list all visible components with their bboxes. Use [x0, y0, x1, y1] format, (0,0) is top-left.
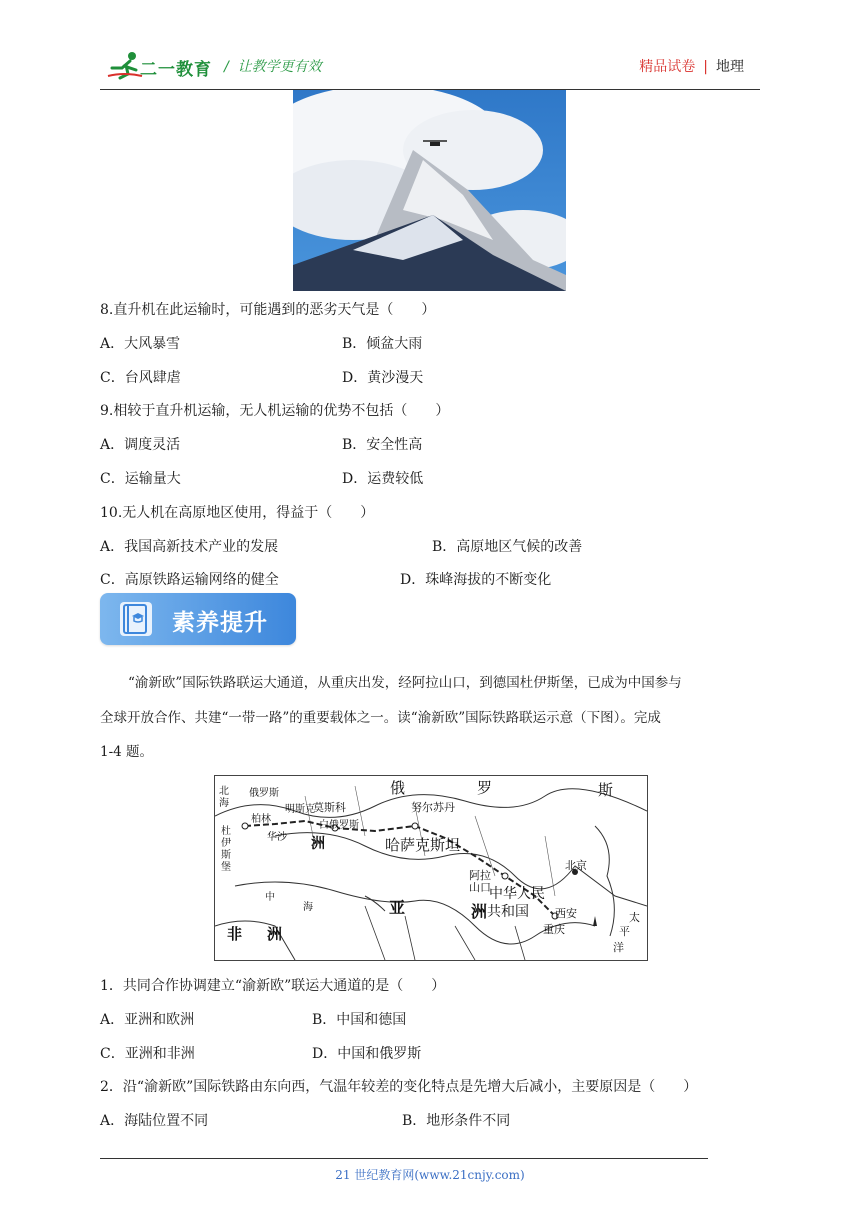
question-1-option-b: B．中国和德国 [312, 1012, 407, 1028]
section-badge [100, 593, 296, 645]
map-label-warsaw: 华沙 [267, 832, 287, 843]
question-9-stem: 9.相较于直升机运输，无人机运输的优势不包括（ ） [100, 403, 450, 419]
question-1-stem: 1．共同合作协调建立“渝新欧”联运大通道的是（ ） [100, 978, 446, 994]
question-8-option-c: C．台风肆虐 [100, 370, 181, 386]
question-10-stem: 10.无人机在高原地区使用，得益于（ ） [100, 505, 375, 521]
map-label-xian: 西安 [555, 907, 577, 920]
section-badge-title: 素养提升 [172, 610, 268, 636]
map-label-pacific-2: 平 [619, 925, 630, 938]
map-label-minsk: 明斯克 [285, 804, 315, 815]
map-label-russia-3: 斯 [598, 781, 614, 799]
map-label-chongqing: 重庆 [543, 923, 565, 936]
map-label-asia-1: 亚 [389, 898, 406, 917]
question-8-stem: 8.直升机在此运输时，可能遇到的恶劣天气是（ ） [100, 302, 436, 318]
map-label-alashan-1: 阿拉 [469, 869, 491, 882]
passage-line-1: “渝新欧”国际铁路联运大通道，从重庆出发，经阿拉山口，到德国杜伊斯堡，已成为中国参与 [128, 675, 682, 691]
everest-drone-photo [293, 90, 566, 291]
map-label-asia-2: 洲 [471, 902, 488, 921]
map-label-nursultan: 努尔苏丹 [411, 801, 455, 814]
map-label-china-1: 中华人民 [489, 886, 545, 902]
question-2-option-b: B．地形条件不同 [402, 1113, 511, 1129]
map-label-mid-sea-1: 中 [265, 892, 275, 903]
map-label-beijing: 北京 [565, 859, 587, 872]
footer-text: 21 世纪教育网(www.21cnjy.com) [335, 1168, 525, 1182]
map-label-alashan-2: 山口 [469, 881, 491, 894]
question-10-option-d: D．珠峰海拔的不断变化 [400, 572, 552, 588]
header-right [639, 56, 744, 76]
question-8-option-b: B．倾盆大雨 [342, 336, 423, 352]
question-9-option-b: B．安全性高 [342, 437, 423, 453]
question-1-option-c: C．亚洲和非洲 [100, 1046, 195, 1062]
map-label-africa-2: 洲 [267, 925, 283, 943]
map-label-moscow: 莫斯科 [313, 801, 346, 814]
passage-line-3: 1-4 题。 [100, 744, 154, 760]
slogan: / 让教学更有效 [224, 59, 322, 75]
question-10-option-b: B．高原地区气候的改善 [432, 539, 583, 555]
subject-label: 地理 [716, 59, 744, 75]
map-label-europe: 洲 [311, 836, 325, 852]
question-9-option-a: A．调度灵活 [100, 437, 181, 453]
map-label-russia-2: 罗 [477, 779, 493, 797]
question-8-option-d: D．黄沙漫天 [342, 370, 424, 386]
question-10-option-c: C．高原铁路运输网络的健全 [100, 572, 279, 588]
yuxinou-railway-map [214, 775, 648, 961]
question-9-option-c: C．运输量大 [100, 471, 181, 487]
map-label-pacific-1: 太 [629, 911, 640, 924]
book-icon [120, 602, 152, 636]
question-1-option-d: D．中国和俄罗斯 [312, 1046, 422, 1062]
header-separator: | [703, 59, 708, 75]
question-8-option-a: A．大风暴雪 [100, 336, 181, 352]
map-label-north-sea: 北海 [219, 786, 229, 809]
map-label-russia-west: 俄罗斯 [249, 788, 279, 799]
question-2-option-a: A．海陆位置不同 [100, 1113, 209, 1129]
map-label-belarus: 白俄罗斯 [319, 820, 359, 831]
map-label-russia-1: 俄 [390, 779, 406, 797]
passage-line-2: 全球开放合作、共建“一带一路”的重要载体之一。读“渝新欧”国际铁路联运示意（下图）。完成 [100, 710, 661, 726]
question-1-option-a: A．亚洲和欧洲 [100, 1012, 195, 1028]
exam-label: 精品试卷 [639, 59, 696, 75]
question-2-stem: 2．沿“渝新欧”国际铁路由东向西，气温年较差的变化特点是先增大后减小，主要原因是（ ） [100, 1079, 698, 1095]
map-label-duisburg: 杜伊斯堡 [221, 826, 231, 873]
map-label-berlin: 柏林 [251, 814, 271, 825]
logo-text: 二一教育 [140, 60, 212, 80]
question-9-option-d: D．运费较低 [342, 471, 424, 487]
question-10-option-a: A．我国高新技术产业的发展 [100, 539, 279, 555]
map-label-kazakhstan: 哈萨克斯坦 [385, 836, 461, 854]
footer-divider [100, 1158, 708, 1159]
map-label-china-2: 共和国 [487, 904, 529, 920]
map-label-africa-1: 非 [227, 925, 243, 943]
map-label-mid-sea-2: 海 [303, 902, 313, 913]
map-label-pacific-3: 洋 [613, 941, 624, 954]
